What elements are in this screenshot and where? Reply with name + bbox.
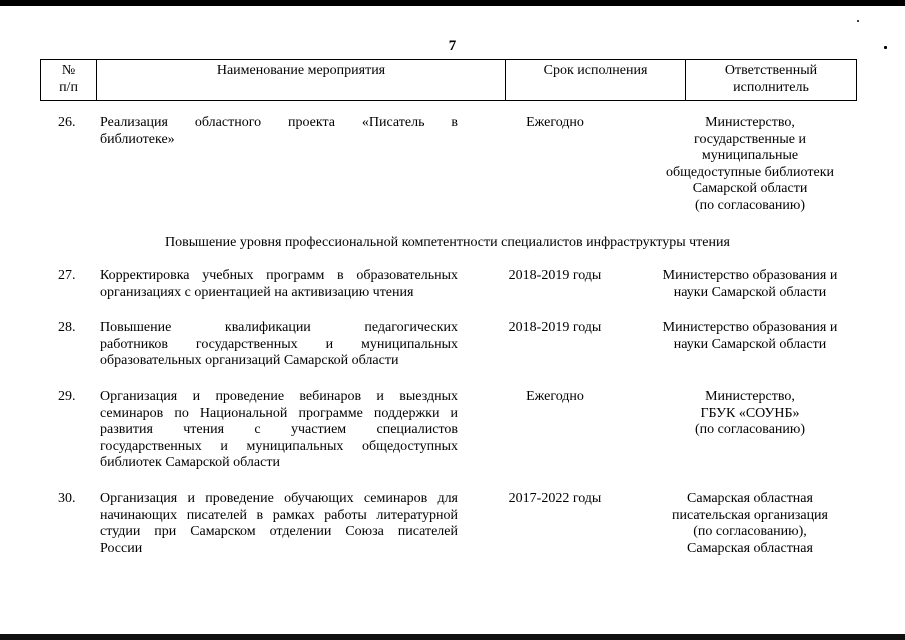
row-responsible-line: (по согласованию) — [694, 422, 806, 437]
scan-speck — [857, 20, 859, 22]
row-activity-line: Повышение квалификации педагогических — [100, 320, 458, 335]
row-responsible — [646, 115, 854, 214]
header-cell-number — [41, 60, 97, 100]
row-responsible-line: писательская организация — [672, 507, 828, 523]
row-activity-name — [100, 491, 458, 557]
row-responsible-line: муниципальные — [701, 148, 799, 163]
header-number-label: № — [61, 63, 76, 78]
row-number: 26. — [58, 115, 76, 130]
row-responsible-line: Министерство, — [705, 389, 795, 404]
row-responsible-line: Министерство, — [705, 115, 795, 130]
row-responsible — [646, 320, 854, 353]
row-responsible — [646, 491, 854, 557]
row-activity-line: студии при Самарском отделении Союза писателей — [100, 524, 458, 539]
row-responsible-line: науки Самарской области — [673, 336, 827, 352]
row-responsible — [646, 389, 854, 439]
header-name-label: Наименование мероприятия — [216, 63, 386, 78]
row-responsible-line: (по согласованию) — [694, 197, 806, 213]
row-number: 27. — [58, 268, 76, 283]
section-title: Повышение уровня профессиональной компетентности специалистов инфраструктуры чтения — [165, 235, 730, 250]
scan-top-border — [0, 0, 905, 6]
row-responsible-line: (по согласованию), — [693, 524, 807, 539]
row-responsible-line: общедоступные библиотеки — [666, 164, 834, 180]
row-activity-name — [100, 268, 458, 301]
row-responsible-line: Самарская областная — [687, 540, 813, 556]
row-responsible-line: Министерство образования и — [662, 320, 838, 335]
row-activity-line: Организация и проведение вебинаров и выездных — [100, 389, 458, 404]
row-responsible-line: Самарской области — [692, 181, 808, 196]
row-responsible-line: науки Самарской области — [673, 284, 827, 300]
row-responsible-line: государственные и — [694, 131, 806, 147]
header-cell-term — [506, 60, 686, 100]
header-responsible-label: Ответственный исполнитель — [724, 63, 818, 95]
row-activity-line: семинаров по Национальной программе поддержки и — [100, 405, 458, 421]
scan-bottom-border — [0, 634, 905, 640]
header-cell-name — [97, 60, 506, 100]
row-activity-line: организациях с ориентацией на активизацию чтения — [100, 284, 414, 300]
row-responsible-line: Министерство образования и — [662, 268, 838, 283]
header-term-label: Срок исполнения — [543, 63, 648, 78]
row-responsible-line: ГБУК «СОУНБ» — [700, 405, 800, 421]
row-activity-line: государственных и муниципальных общедоступных — [100, 438, 458, 454]
row-number: 30. — [58, 491, 76, 506]
row-activity-line: Реализация областного проекта «Писатель в — [100, 115, 458, 130]
header-number-sub-label: п/п — [59, 79, 78, 95]
row-number: 29. — [58, 389, 76, 404]
row-activity-name — [100, 115, 458, 148]
table-header — [40, 59, 857, 101]
row-activity-line: библиотеке» — [100, 131, 175, 147]
row-activity-line: развития чтения с участием специалистов — [100, 422, 458, 437]
row-term: Ежегодно — [526, 115, 584, 130]
row-responsible — [646, 268, 854, 301]
row-term: 2017-2022 годы — [508, 491, 602, 506]
row-activity-line: работников государственных и муниципальных — [100, 336, 458, 352]
row-activity-line: России — [100, 540, 143, 556]
page-number: 7 — [448, 38, 457, 54]
row-activity-line: образовательных организаций Самарской области — [100, 353, 399, 368]
row-term: Ежегодно — [526, 389, 584, 404]
row-responsible-line: Самарская областная — [687, 491, 813, 506]
row-activity-line: библиотек Самарской области — [100, 455, 280, 470]
row-activity-line: Корректировка учебных программ в образовательных — [100, 268, 458, 283]
row-activity-line: начинающих писателей в рамках работы литературной — [100, 507, 458, 523]
row-activity-name — [100, 320, 458, 370]
row-term: 2018-2019 годы — [508, 320, 602, 335]
row-activity-name — [100, 389, 458, 472]
row-number: 28. — [58, 320, 76, 335]
row-term: 2018-2019 годы — [508, 268, 602, 283]
header-cell-responsible — [686, 60, 856, 100]
row-activity-line: Организация и проведение обучающих семинаров для — [100, 491, 458, 506]
